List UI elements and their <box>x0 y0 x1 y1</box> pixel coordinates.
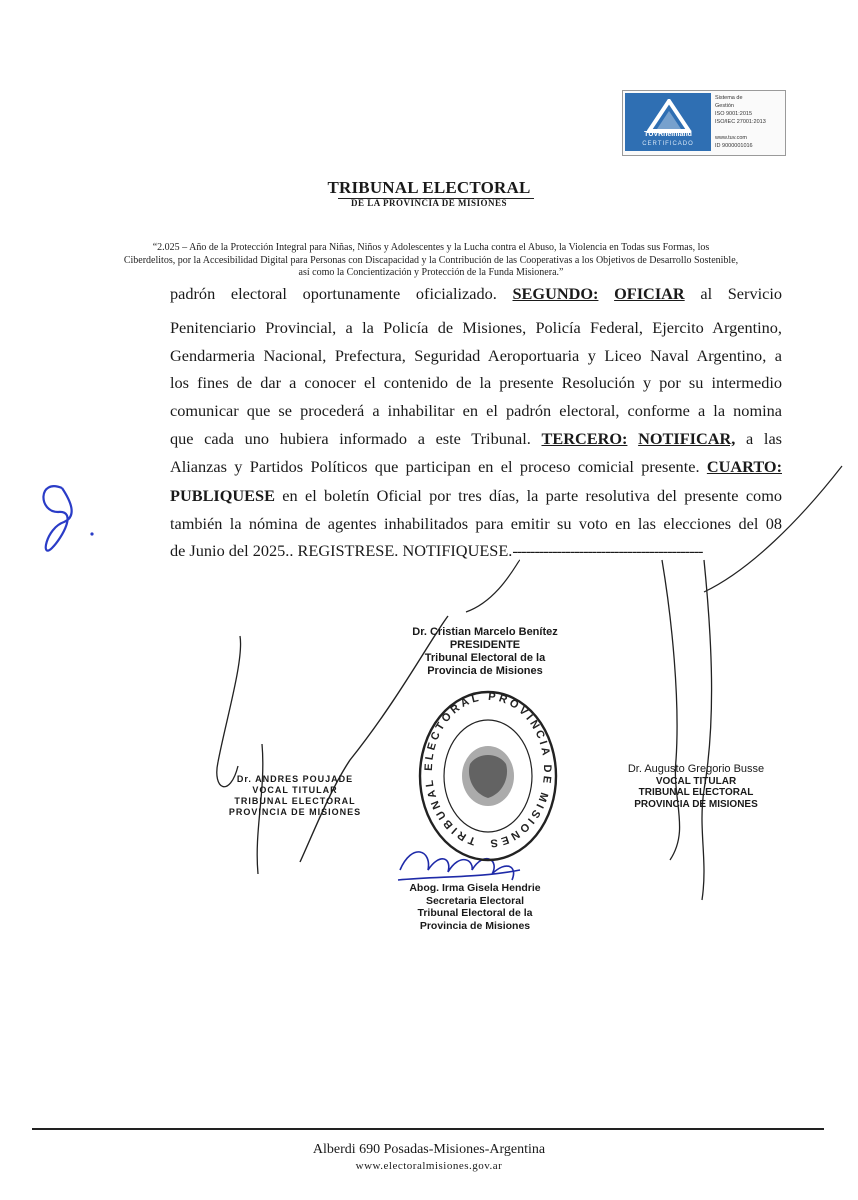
right-vocal-signature-stroke <box>662 560 680 860</box>
right-vocal-signature-block <box>612 764 780 810</box>
signer-role: VOCAL TITULAR <box>655 775 737 787</box>
cert-line: Sistema de <box>715 95 743 101</box>
text-segment: en el boletín Oficial por tres días, la parte resolutiva del presente como <box>282 486 782 505</box>
signer-name: Dr. Cristian Marcelo Benítez <box>412 626 558 638</box>
cert-line: ISO/IEC 27001:2013 <box>715 119 766 125</box>
dash-filler: ------------------------------------------- <box>512 541 703 560</box>
right-vocal-signature-stroke <box>702 560 712 900</box>
body-line-1 <box>170 284 782 304</box>
article-action: NOTIFICAR, <box>638 429 736 448</box>
body-line-4: los fines de dar a conocer el contenido de la presente Resolución y por su intermedio <box>170 373 782 392</box>
body-line-8 <box>170 486 782 506</box>
certification-badge <box>622 90 786 156</box>
signer-org: TRIBUNAL ELECTORAL <box>638 787 754 798</box>
signer-name: Dr. ANDRES POUJADE <box>236 774 354 784</box>
seal-text: TRIBUNAL ELECTORAL PROVINCIA DE MISIONES <box>422 690 554 850</box>
body-line-10 <box>170 541 782 561</box>
signer-name: Abog. Irma Gisela Hendrie <box>409 882 541 894</box>
motto-line: así como la Concientización y Protección de la Funda Misionera.” <box>298 267 564 278</box>
cert-line: www.tuv.com <box>715 135 747 141</box>
margin-dot <box>90 532 93 535</box>
body-line-9: también la nómina de agentes inhabilitados para emitir su voto en las elecciones del 08 <box>170 514 782 533</box>
footer-website: www.electoralmisiones.gov.ar <box>355 1160 503 1172</box>
document-title: TRIBUNAL ELECTORAL <box>327 178 531 197</box>
triangle-logo-icon <box>647 99 691 133</box>
cert-line: Gestión <box>715 103 734 109</box>
document-subtitle: DE LA PROVINCIA DE MISIONES <box>350 198 508 208</box>
cert-line <box>715 126 783 134</box>
president-signature-block <box>400 626 570 678</box>
text-segment: que cada uno hubiera informado a este Tribunal. <box>170 429 531 448</box>
signer-org: Tribunal Electoral de la <box>424 652 546 664</box>
signer-org: Provincia de Misiones <box>427 665 543 677</box>
official-seal <box>418 690 558 862</box>
article-action: OFICIAR <box>614 284 685 303</box>
cert-line: ISO 9001:2015 <box>715 111 753 117</box>
president-signature-stroke <box>466 560 520 612</box>
body-line-2: Penitenciario Provincial, a la Policía de Misiones, Policía Federal, Ejercito Argentino, <box>170 318 782 337</box>
year-motto <box>58 242 804 280</box>
signer-name: Dr. Augusto Gregorio Busse <box>627 763 765 775</box>
signer-role: PRESIDENTE <box>449 639 521 651</box>
article-heading: TERCERO: <box>541 429 628 448</box>
signer-org: Tribunal Electoral de la <box>417 907 533 919</box>
cert-brand: TÜVRheinland <box>644 131 692 138</box>
text-segment: de Junio del 2025.. REGISTRESE. NOTIFIQUESE. <box>170 541 513 560</box>
tuv-logo <box>625 93 711 151</box>
cert-line: ID 9000001016 <box>715 143 753 149</box>
text-segment: a las <box>746 429 783 448</box>
cert-stamp: CERTIFICADO <box>642 141 694 147</box>
text-segment: al Servicio <box>700 284 783 303</box>
signer-role: VOCAL TITULAR <box>252 785 338 795</box>
margin-initial <box>43 486 71 551</box>
cert-info <box>715 94 783 150</box>
signer-role: Secretaria Electoral <box>425 894 525 907</box>
body-line-3: Gendarmeria Nacional, Prefectura, Seguridad Aeroportuaria y Liceo Naval Argentino, a <box>170 346 782 365</box>
left-vocal-signature-block <box>200 774 390 818</box>
signer-org: PROVINCIA DE MISIONES <box>634 798 758 810</box>
article-heading: SEGUNDO: <box>512 284 599 303</box>
text-segment: padrón electoral oportunamente oficializado. <box>170 284 497 303</box>
seal-emblem-icon <box>462 746 514 806</box>
footer-address: Alberdi 690 Posadas-Misiones-Argentina <box>312 1142 546 1157</box>
body-line-7 <box>170 457 782 477</box>
signer-org: PROVINCIA DE MISIONES <box>228 807 362 817</box>
signer-org: TRIBUNAL ELECTORAL <box>234 796 356 806</box>
left-vocal-signature-stroke <box>217 636 241 787</box>
body-line-6 <box>170 429 782 449</box>
secretary-signature-block <box>390 882 560 932</box>
motto-line: “2.025 – Año de la Protección Integral para Niñas, Niños y Adolescentes y la Lucha contra el Abuso, la Violencia en Todas sus Formas, los <box>152 242 710 253</box>
article-action: PUBLIQUESE <box>170 486 275 505</box>
motto-line: Ciberdelitos, por la Accesibilidad Digital para Personas con Discapacidad y la Contribución de las Cooperativas a los Objetivos de Desarrollo Sostenible, <box>123 254 739 266</box>
footer-divider <box>32 1128 824 1130</box>
signer-org: Provincia de Misiones <box>419 919 531 932</box>
article-heading: CUARTO: <box>706 457 782 476</box>
text-segment: Alianzas y Partidos Políticos que participan en el proceso comicial presente. <box>170 457 700 476</box>
body-line-5: comunicar que se procederá a inhabilitar en el padrón electoral, conforme a la nomina <box>170 401 782 420</box>
